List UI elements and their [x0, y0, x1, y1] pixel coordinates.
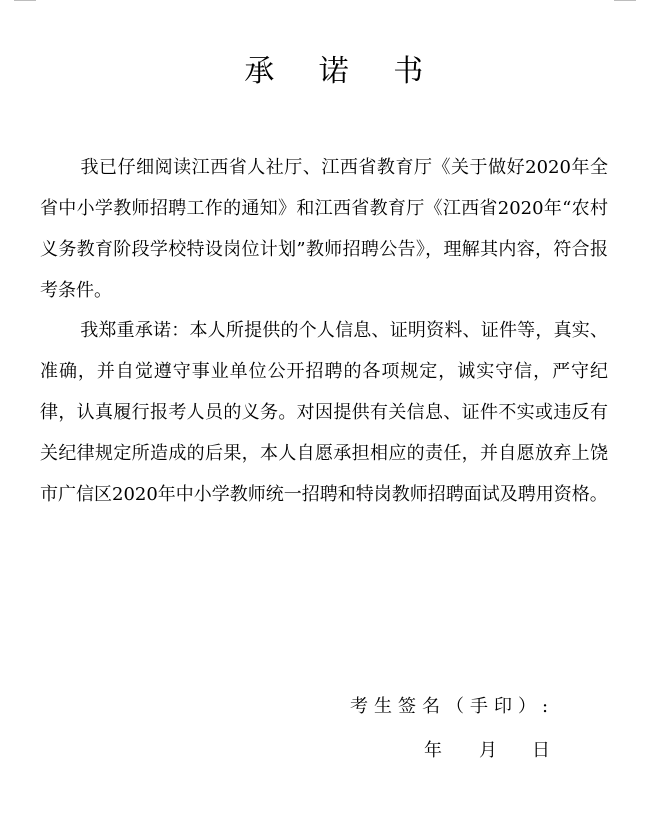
title-char-2: 诺 [318, 54, 350, 89]
date-day-label: 日 [532, 740, 550, 761]
paragraph-1-text: 我已仔细阅读江西省人社厅、江西省教育厅《关于做好2020年全省中小学教师招聘工作的通知》和江西省教育厅《江西省2020年“农村义务教育阶段学校特设岗位计划”教师招聘公告》，理解其内容，符合报考条件。 [40, 157, 608, 301]
paragraph-2 [40, 310, 608, 515]
document-title [0, 52, 668, 92]
date-year-label: 年 [424, 740, 442, 761]
page-corner-mark-right [614, 0, 636, 1]
paragraph-1 [40, 147, 608, 311]
signature-label: 考生签名（手印）: [350, 696, 555, 717]
paragraph-2-text: 我郑重承诺：本人所提供的个人信息、证明资料、证件等，真实、准确，并自觉遵守事业单位公开招聘的各项规定，诚实守信，严守纪律，认真履行报考人员的义务。对因提供有关信息、证件不实或违反有关纪律规定所造成的后果，本人自愿承担相应的责任，并自愿放弃上饶市广信区2020年中小学教师统一招聘和特岗教师招聘面试及聘用资格。 [40, 320, 608, 505]
page-corner-mark-left [14, 0, 36, 1]
date-month-label: 月 [479, 740, 497, 761]
title-char-3: 书 [393, 54, 424, 89]
title-char-1: 承 [244, 54, 275, 89]
